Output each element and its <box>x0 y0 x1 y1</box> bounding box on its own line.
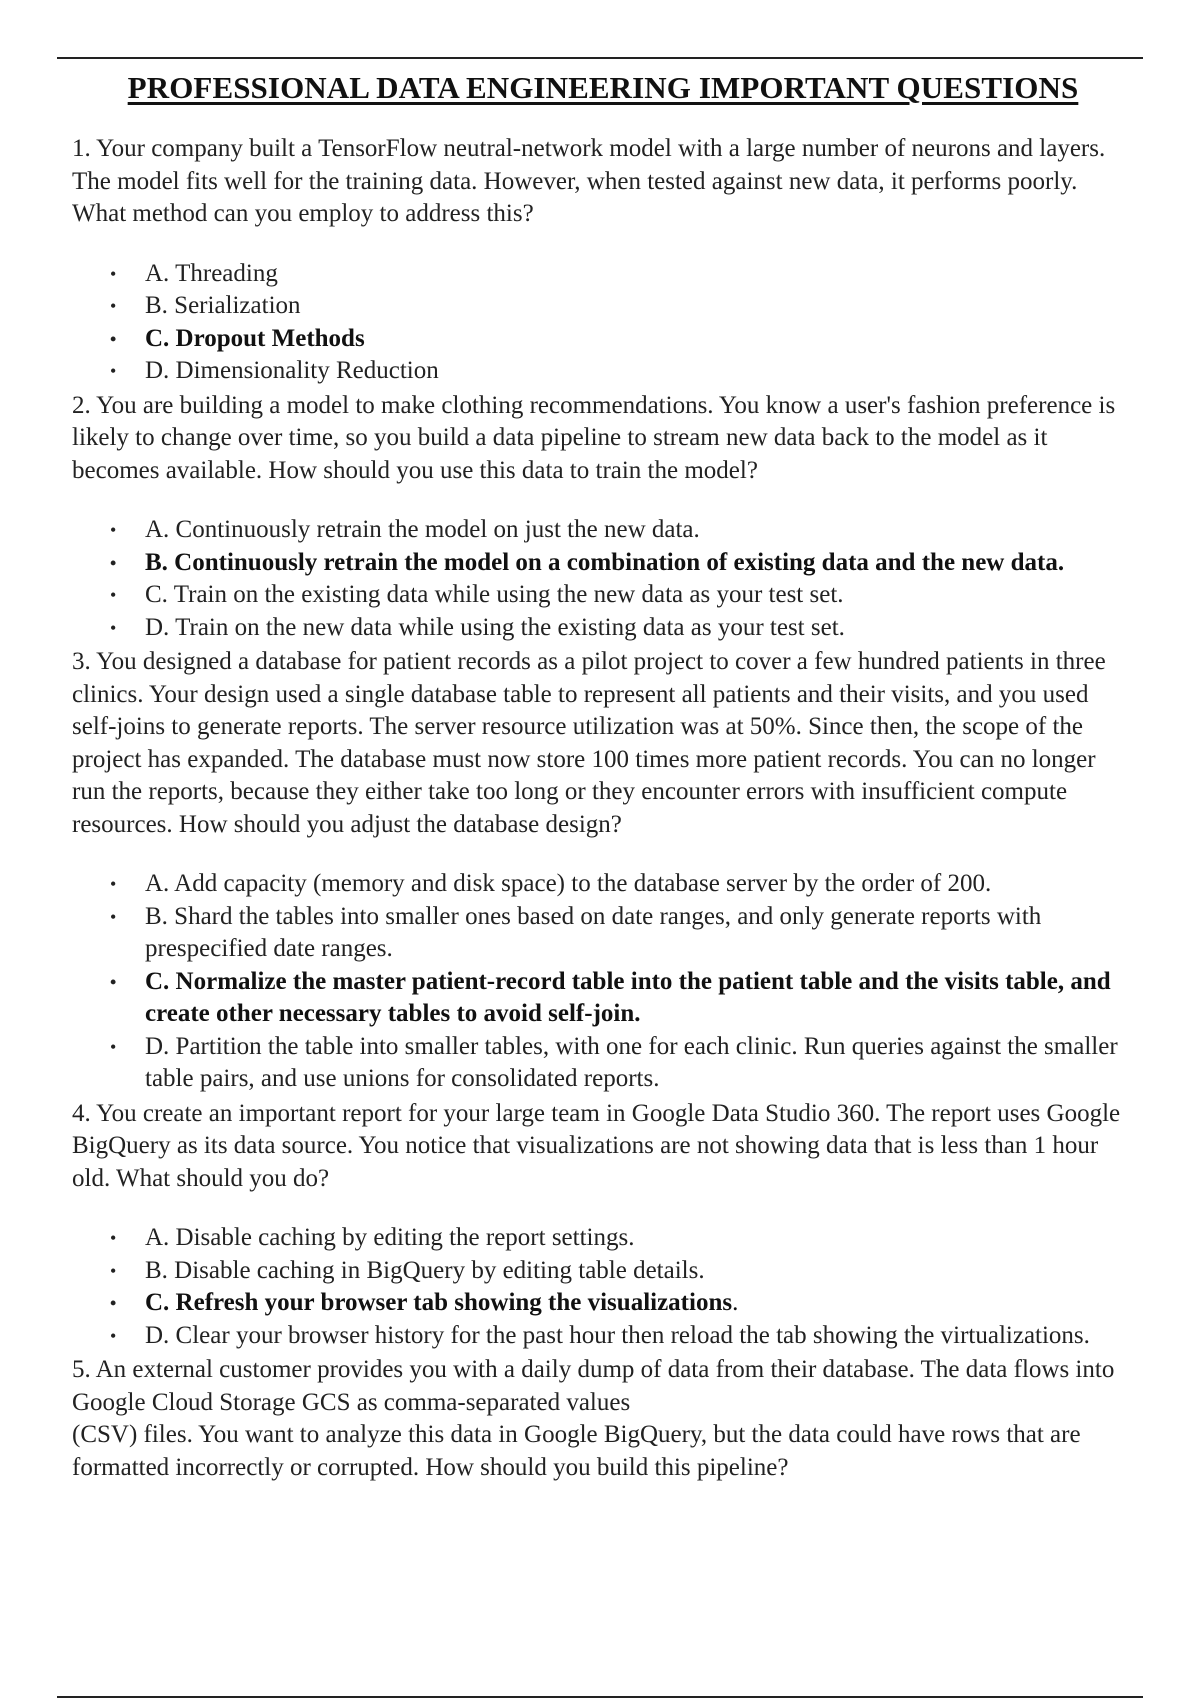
option-label: C. Normalize the master patient-record table into the patient table and the visits table, and create other necessary tables to avoid self-join. <box>145 967 1111 1027</box>
answer-options <box>72 514 1134 644</box>
question-text: 2. You are building a model to make clothing recommendations. You know a user's fashion preference is likely to change over time, so you build a data pipeline to stream new data back to the model as it becomes available. How should you use this data to train the model? <box>72 391 1116 484</box>
bullet-icon: • <box>110 906 117 927</box>
question-block-3 <box>72 646 1134 1096</box>
top-rule <box>57 57 1143 59</box>
bullet-icon: • <box>110 971 117 992</box>
bullet-icon: • <box>110 1260 117 1281</box>
option-label-tail: . <box>732 1289 739 1316</box>
option-d <box>72 1031 1134 1096</box>
option-label: A. Disable caching by editing the report settings. <box>145 1224 635 1251</box>
option-b-correct <box>72 547 1134 580</box>
bullet-icon: • <box>110 874 117 894</box>
bullet-icon: • <box>110 520 117 540</box>
question-block-5 <box>72 1354 1134 1484</box>
option-label: C. Refresh your browser tab showing the visualizations <box>145 1289 733 1316</box>
question-text-line-1: 5. An external customer provides you with a daily dump of data from their database. The data flows into Google Cloud Storage GCS as comma-separated values <box>72 1356 1115 1416</box>
option-label: C. Dropout Methods <box>145 324 365 352</box>
bullet-icon: • <box>110 1036 117 1057</box>
question-text: 3. You designed a database for patient records as a pilot project to cover a few hundred patients in three clinics. Your design used a single database table to represent all patients and their visits, and you used self-joins to generate reports. The server resource utilization was at 50%. Since then, the scope of the project has expanded. The database must now store 100 times more patient records. You can no longer run the reports, because they either take too long or they encounter errors with insufficient compute resources. How should you adjust the database design? <box>72 648 1106 838</box>
option-label: A. Threading <box>145 259 278 287</box>
answer-options <box>72 258 1134 388</box>
bullet-icon: • <box>110 1325 117 1346</box>
option-a <box>72 1222 1134 1255</box>
question-block-4 <box>72 1098 1134 1353</box>
question-text-line-2: (CSV) files. You want to analyze this data in Google BigQuery, but the data could have rows that are formatted incorrectly or corrupted. How should you build this pipeline? <box>72 1421 1081 1481</box>
bottom-rule <box>57 1696 1143 1698</box>
option-c-correct <box>72 966 1134 1031</box>
question-block-2 <box>72 390 1134 645</box>
bullet-icon: • <box>110 585 117 605</box>
option-c-correct <box>72 323 1134 356</box>
option-d <box>72 612 1134 645</box>
option-b <box>72 901 1134 966</box>
option-d <box>72 355 1134 388</box>
option-b <box>72 1255 1134 1288</box>
bullet-icon: • <box>110 296 117 316</box>
bullet-icon: • <box>110 361 117 381</box>
option-label: B. Shard the tables into smaller ones based on date ranges, and only generate reports with prespecified date ranges. <box>145 902 1042 962</box>
option-b <box>72 290 1134 323</box>
option-label: A. Continuously retrain the model on just the new data. <box>145 516 700 543</box>
answer-options <box>72 1222 1134 1352</box>
option-label: D. Train on the new data while using the existing data as your test set. <box>145 613 845 641</box>
option-label: C. Train on the existing data while using the new data as your test set. <box>145 581 844 608</box>
option-label: D. Partition the table into smaller tables, with one for each clinic. Run queries against the smaller table pairs, and use unions for consolidated reports. <box>145 1032 1118 1092</box>
option-label: D. Clear your browser history for the past hour then reload the tab showing the virtualizations. <box>145 1321 1090 1349</box>
option-c-correct <box>72 1287 1134 1320</box>
bullet-icon: • <box>110 552 117 573</box>
bullet-icon: • <box>110 617 117 638</box>
document-title: PROFESSIONAL DATA ENGINEERING IMPORTANT QUESTIONS <box>127 70 1079 105</box>
option-label: B. Serialization <box>145 292 301 319</box>
option-label: A. Add capacity (memory and disk space) to the database server by the order of 200. <box>145 870 992 897</box>
document-page <box>72 70 1134 1484</box>
option-label: D. Dimensionality Reduction <box>145 357 439 384</box>
bullet-icon: • <box>110 328 117 349</box>
option-a <box>72 258 1134 291</box>
option-a <box>72 868 1134 901</box>
bullet-icon: • <box>110 1228 117 1248</box>
bullet-icon: • <box>110 263 117 284</box>
option-label: B. Disable caching in BigQuery by editing table details. <box>145 1256 705 1284</box>
option-label: B. Continuously retrain the model on a combination of existing data and the new data. <box>145 548 1065 576</box>
question-text <box>72 1354 1134 1484</box>
question-text: 1. Your company built a TensorFlow neutral-network model with a large number of neurons and layers. The model fits well for the training data. However, when tested against new data, it performs poorly. What method can you employ to address this? <box>72 135 1106 227</box>
answer-options <box>72 868 1134 1096</box>
question-text: 4. You create an important report for your large team in Google Data Studio 360. The report uses Google BigQuery as its data source. You notice that visualizations are not showing data that is less than 1 hour old. What should you do? <box>72 1099 1121 1192</box>
question-block-1 <box>72 133 1134 388</box>
bullet-icon: • <box>110 1293 117 1313</box>
option-a <box>72 514 1134 547</box>
option-d <box>72 1320 1134 1353</box>
option-c <box>72 579 1134 612</box>
